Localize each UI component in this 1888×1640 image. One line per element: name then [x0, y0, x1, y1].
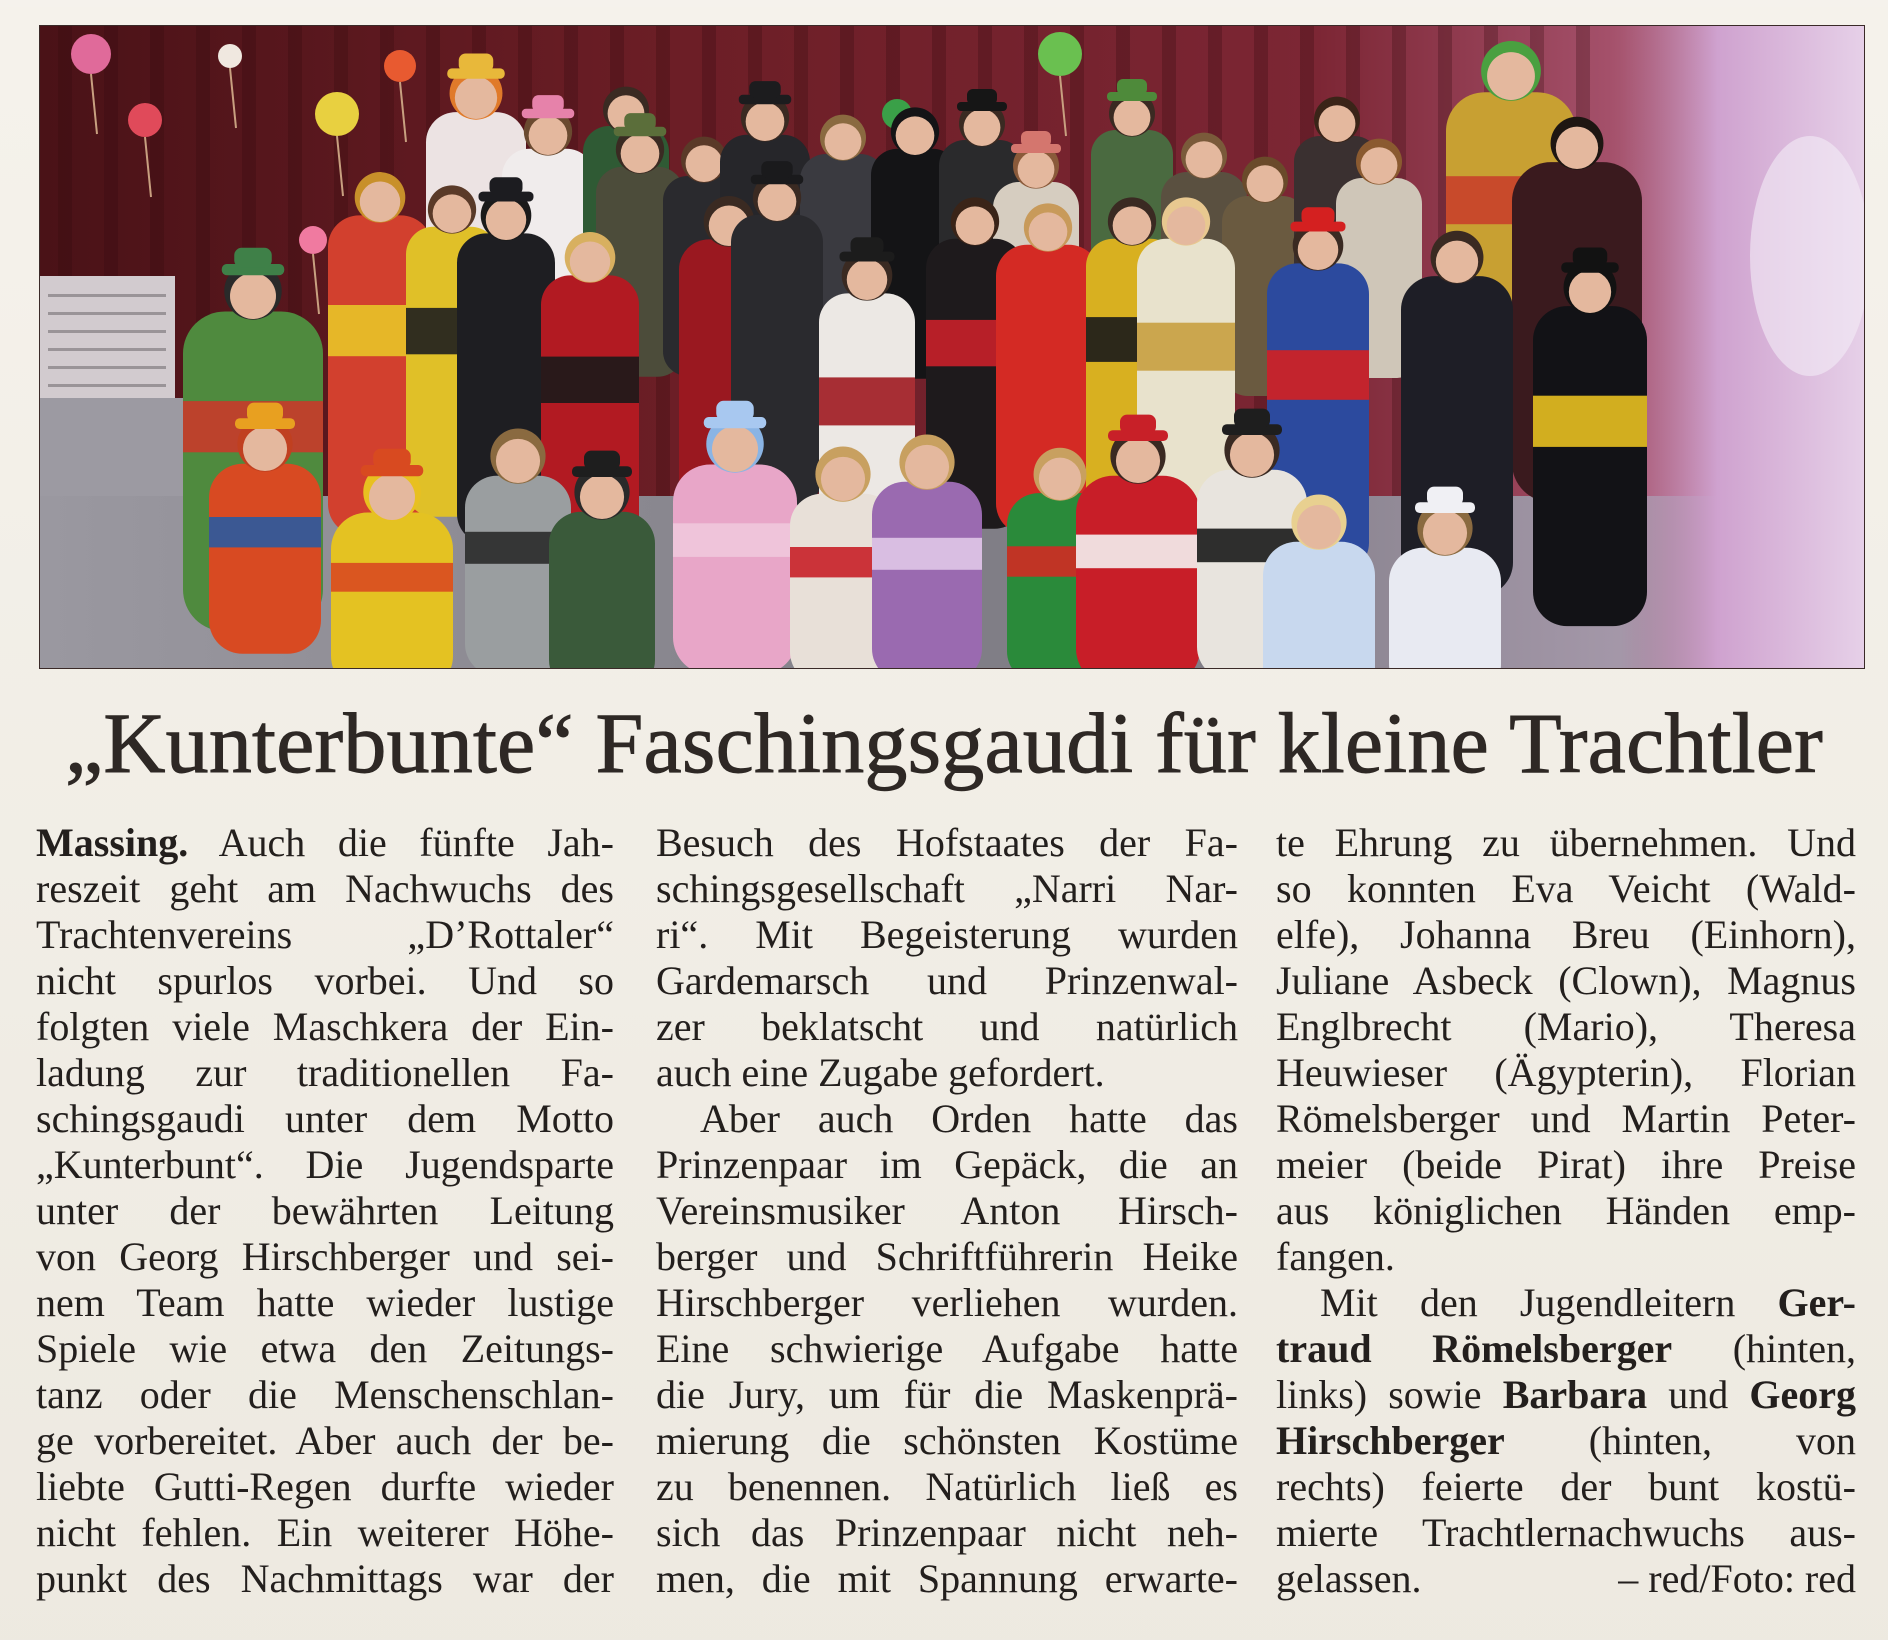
text-line: nicht spurlos vorbei. Und so [36, 958, 614, 1003]
bold-name: Hirschberger [1276, 1418, 1505, 1463]
hat-crown [1302, 207, 1335, 225]
text-segment: und [1647, 1372, 1750, 1417]
text-line [1276, 1280, 1856, 1326]
face [455, 77, 497, 119]
face [847, 260, 887, 300]
face [243, 427, 287, 471]
face [758, 182, 797, 221]
text-segment: Auch die fünfte Jah- [188, 820, 614, 865]
text-line: sich das Prinzenpaar nicht neh- [656, 1510, 1238, 1555]
text-line: ri“. Mit Begeisterung wurden [656, 912, 1238, 957]
face [746, 102, 785, 141]
face [1186, 141, 1223, 178]
face [821, 457, 865, 501]
text-line [1276, 1372, 1856, 1418]
balloon [218, 44, 242, 68]
text-line [1276, 1556, 1856, 1602]
text-line: schingsgaudi unter dem Motto [36, 1096, 614, 1141]
balloon [1038, 32, 1082, 76]
costume-accent [541, 357, 639, 403]
flipchart-line [48, 348, 166, 351]
costume-accent [1267, 350, 1369, 400]
costume-body [872, 482, 982, 668]
balloon [315, 92, 359, 136]
text-line: nicht fehlen. Ein weiterer Höhe- [36, 1510, 614, 1555]
face [433, 194, 472, 233]
flipchart-line [48, 312, 166, 315]
face [1018, 151, 1055, 188]
face [1116, 439, 1160, 483]
costume-body [673, 465, 797, 669]
text-line [656, 1050, 1238, 1096]
hat-crown [234, 248, 272, 268]
text-line: Juliane Asbeck (Clown), Magnus [1276, 958, 1856, 1003]
balloon [128, 103, 162, 137]
text-line: Gardemarsch und Prinzenwal- [656, 958, 1238, 1003]
text-line: schingsgesellschaft „Narri Nar- [656, 866, 1238, 911]
text-line: liebte Gutti-Regen durfte wieder [36, 1464, 614, 1509]
costume-body [1533, 306, 1647, 626]
text-line [1276, 1326, 1856, 1372]
text-line: mierte Trachtlernachwuchs aus- [1276, 1510, 1856, 1555]
face [1114, 99, 1151, 136]
face [1423, 511, 1467, 555]
hat-crown [1021, 131, 1051, 147]
text-line: rechts) feierte der bunt kostü- [1276, 1464, 1856, 1509]
face [1230, 433, 1274, 477]
hat-crown [716, 401, 754, 421]
text-segment: Mit den Jugendleitern [1320, 1280, 1778, 1325]
text-line: nem Team hatte wieder lustige [36, 1280, 614, 1325]
text-line: ladung zur traditionellen Fa- [36, 1050, 614, 1095]
costume-accent [209, 517, 321, 547]
face [905, 445, 949, 489]
hat-crown [749, 81, 781, 98]
face [1039, 458, 1081, 500]
text-segment: links) sowie [1276, 1372, 1503, 1417]
text-line: Hirschberger verliehen wurden. [656, 1280, 1238, 1325]
face [1569, 271, 1611, 313]
hat-crown [373, 449, 411, 469]
costume-body [549, 512, 655, 668]
bold-name: Barbara [1502, 1372, 1648, 1417]
headline: „Kunterbunte“ Faschingsgaudi für kleine Trachtler [64, 695, 1824, 791]
text-line: meier (beide Pirat) ihre Preise [1276, 1142, 1856, 1187]
costume-accent [673, 523, 797, 557]
face [486, 200, 526, 240]
text-segment: (hinten, [1672, 1326, 1856, 1371]
face [1487, 52, 1535, 100]
text-line: unter der bewährten Leitung [36, 1188, 614, 1233]
text-line: Vereinsmusiker Anton Hirsch- [656, 1188, 1238, 1233]
hat-crown [761, 161, 793, 178]
face [1029, 212, 1068, 251]
text-line: aus königlichen Händen emp- [1276, 1188, 1856, 1233]
face [825, 123, 862, 160]
text-line: te Ehrung zu übernehmen. Und [1276, 820, 1856, 865]
face [896, 116, 935, 155]
text-line: zu benennen. Natürlich ließ es [656, 1464, 1238, 1509]
hat-crown [532, 95, 564, 112]
text-line: „Kunterbunt“. Die Jugendsparte [36, 1142, 614, 1187]
bold-name: Ger- [1777, 1280, 1856, 1325]
face [360, 182, 400, 222]
face [529, 116, 568, 155]
face [1319, 105, 1356, 142]
text-line: elfe), Johanna Breu (Einhorn), [1276, 912, 1856, 957]
group-photo [40, 26, 1864, 668]
text-line: zer beklatscht und natürlich [656, 1004, 1238, 1049]
text-segment: auch eine Zugabe gefordert. [656, 1050, 1105, 1095]
face [1247, 165, 1284, 202]
text-line: men, die mit Spannung erwarte- [656, 1556, 1238, 1601]
article-column-2 [656, 820, 1238, 1602]
face [230, 273, 276, 319]
hat-crown [1573, 247, 1608, 265]
text-line: Prinzenpaar im Gepäck, die an [656, 1142, 1238, 1187]
text-line: Besuch des Hofstaates der Fa- [656, 820, 1238, 865]
hat-crown [584, 451, 620, 470]
costume-body [1076, 476, 1200, 668]
text-line: die Jury, um für die Maskenprä- [656, 1372, 1238, 1417]
costume-accent [1076, 535, 1200, 569]
text-line: Englbrecht (Mario), Theresa [1276, 1004, 1856, 1049]
costume-body [1263, 542, 1375, 668]
hat-crown [851, 237, 884, 255]
text-line: Heuwieser (Ägypterin), Florian [1276, 1050, 1856, 1095]
hat-crown [247, 403, 283, 422]
text-line: Eine schwierige Aufgabe hatte [656, 1326, 1238, 1371]
hat-crown [1117, 79, 1147, 95]
bold-name: Massing. [36, 820, 189, 865]
text-segment: gelassen. [1276, 1556, 1422, 1601]
article-column-1 [36, 820, 614, 1602]
text-line: so konnten Eva Veicht (Wald- [1276, 866, 1856, 911]
costume-accent [1137, 323, 1235, 371]
flipchart-line [48, 384, 166, 387]
hat-crown [459, 53, 494, 71]
text-line [656, 1096, 1238, 1142]
text-line: ge vorbereitet. Aber auch der be- [36, 1418, 614, 1463]
face [496, 439, 540, 483]
text-segment: Aber auch Orden hatte das [700, 1096, 1238, 1141]
face [1167, 206, 1206, 245]
costume-body [1389, 548, 1501, 668]
face [1556, 127, 1598, 169]
text-line: Spiele wie etwa den Zeitungs- [36, 1326, 614, 1371]
hat-crown [1234, 409, 1270, 428]
hat-crown [967, 89, 997, 105]
face [570, 242, 610, 282]
hat-crown [624, 113, 656, 130]
text-line [36, 820, 614, 866]
group-photo-frame [40, 26, 1864, 668]
costume-accent [1533, 396, 1647, 447]
hat-crown [490, 177, 523, 195]
article-column-3 [1276, 820, 1856, 1602]
face [686, 145, 723, 182]
flipchart-line [48, 366, 166, 369]
text-line: berger und Schriftführerin Heike [656, 1234, 1238, 1279]
closing-words [1276, 1556, 1422, 1602]
face [580, 475, 624, 519]
face [1298, 230, 1338, 270]
face [1436, 241, 1478, 283]
balloon [71, 34, 111, 74]
face [964, 109, 1001, 146]
face [369, 474, 415, 520]
face [712, 426, 758, 472]
face [621, 134, 660, 173]
bold-name: Georg [1749, 1372, 1856, 1417]
hat-crown [1120, 415, 1156, 434]
flipchart-line [48, 294, 166, 297]
costume-accent [331, 563, 453, 592]
text-line: von Georg Hirschberger und sei- [36, 1234, 614, 1279]
costume-body [209, 464, 321, 654]
text-line [1276, 1418, 1856, 1464]
face [1113, 206, 1152, 245]
text-segment: fangen. [1276, 1234, 1395, 1279]
flipchart-line [48, 330, 166, 333]
text-line: tanz oder die Menschenschlan- [36, 1372, 614, 1417]
text-line: folgten viele Maschkera der Ein- [36, 1004, 614, 1049]
text-line: reszeit geht am Nachwuchs des [36, 866, 614, 911]
face [956, 206, 995, 245]
text-segment: (hinten, von [1504, 1418, 1856, 1463]
text-line: punkt des Nachmittags war der [36, 1556, 614, 1601]
photo-credit: – red/Foto: red [1618, 1556, 1856, 1601]
face [1297, 505, 1341, 549]
face [1361, 147, 1398, 184]
text-line: Trachtenvereins „D’Rottaler“ [36, 912, 614, 957]
text-line: Römelsberger und Martin Peter- [1276, 1096, 1856, 1141]
text-line: mierung die schönsten Kostüme [656, 1418, 1238, 1463]
costume-accent [872, 538, 982, 570]
balloon [299, 226, 327, 254]
text-line [1276, 1234, 1856, 1280]
bold-name: traud Römelsberger [1276, 1326, 1673, 1371]
balloon [384, 50, 416, 82]
costume-accent [819, 377, 915, 425]
hat-crown [1427, 487, 1463, 506]
